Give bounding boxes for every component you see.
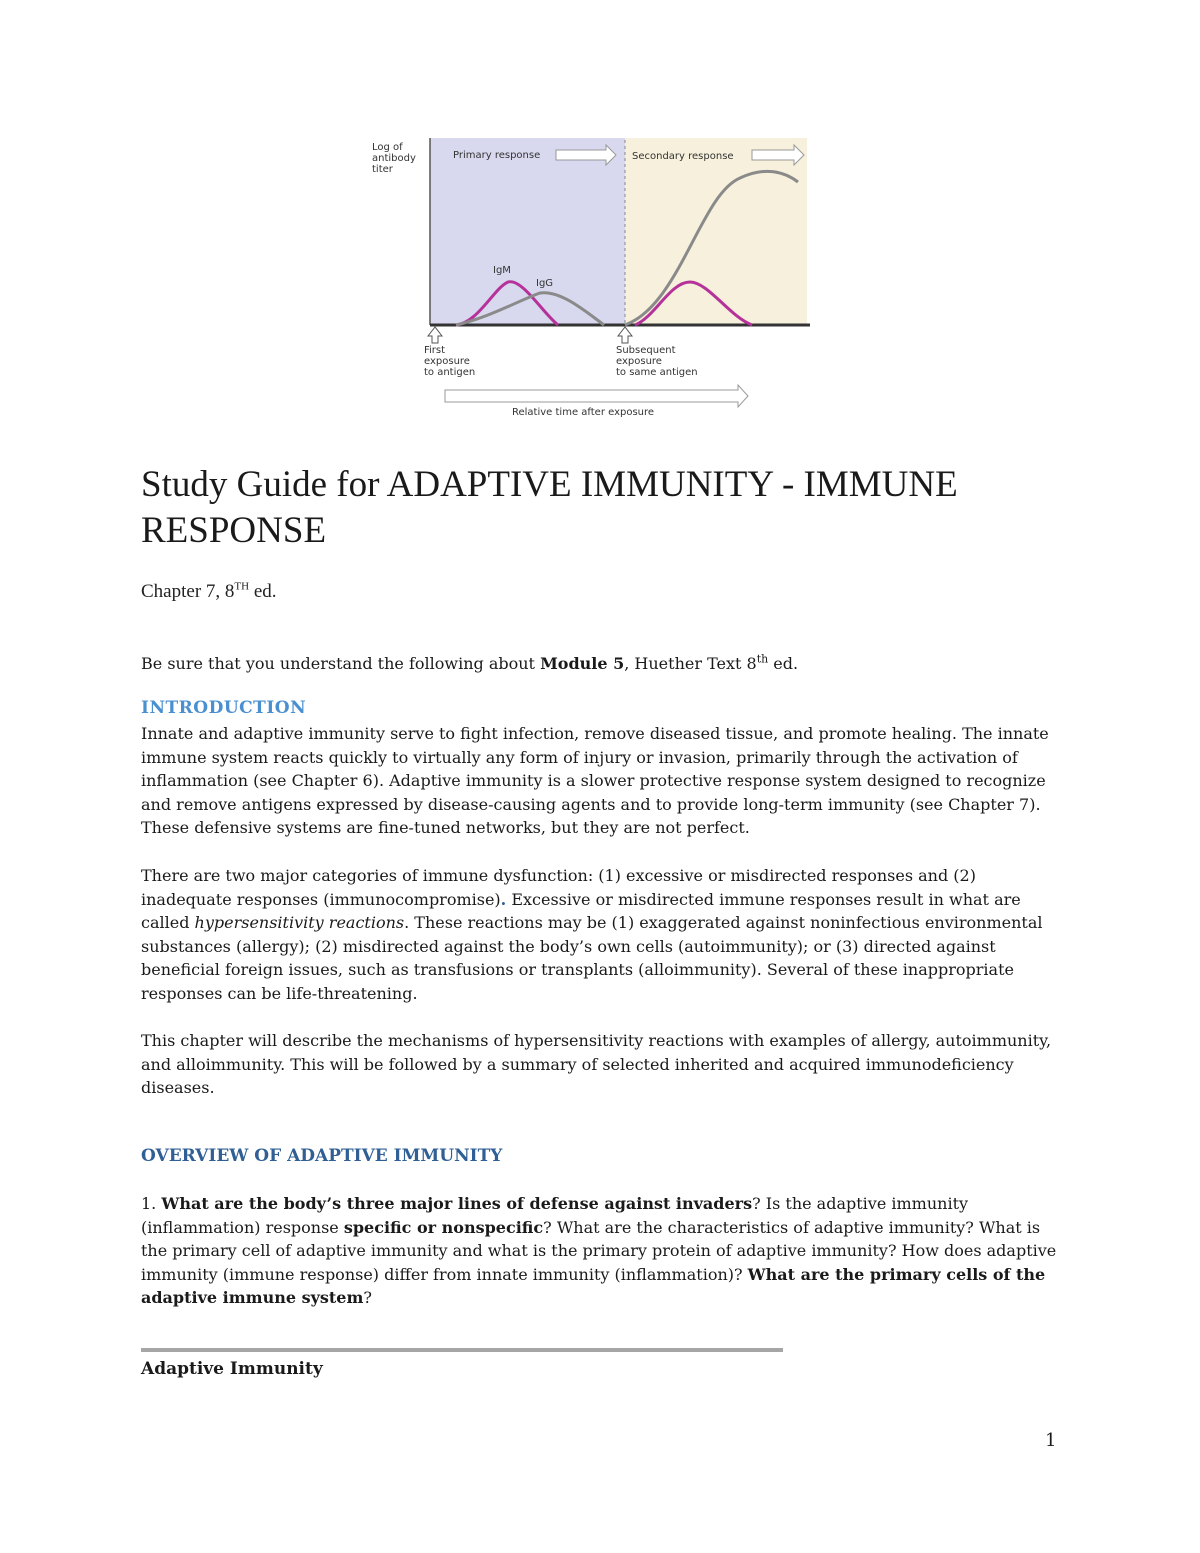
antibody-response-diagram bbox=[360, 130, 820, 430]
intro-mid: , Huether Text 8 bbox=[624, 654, 757, 673]
chapter-line bbox=[141, 581, 277, 603]
y-axis-label-3: titer bbox=[372, 164, 393, 175]
question-text-1: ? Is the adaptive immunity (inflammation) response bbox=[141, 1194, 969, 1237]
adaptive-immunity-subheading: Adaptive Immunity bbox=[141, 1359, 323, 1379]
subsequent-exposure-arrow-icon bbox=[618, 327, 632, 343]
subsequent-exposure-label-1: Subsequent bbox=[616, 345, 676, 356]
introduction-heading: INTRODUCTION bbox=[141, 698, 307, 718]
secondary-response-label: Secondary response bbox=[632, 151, 734, 162]
dysfunction-paragraph bbox=[141, 864, 1061, 1005]
para2-period: . bbox=[500, 889, 507, 909]
introduction-paragraph: Innate and adaptive immunity serve to fight infection, remove diseased tissue, and promote healing. The innate immune system reacts quickly to virtually any form of injury or invasion, primarily through the activation of inflammation (see Chapter 6). Adaptive immunity is a slower protective response system designed to recognize and remove antigens expressed by disease-causing agents and to provide long-term immunity (see Chapter 7). These defensive systems are fine-tuned networks, but they are not perfect. bbox=[141, 724, 1049, 837]
overview-heading: OVERVIEW OF ADAPTIVE IMMUNITY bbox=[141, 1146, 503, 1166]
igm-label: IgM bbox=[493, 265, 511, 276]
question-bold-1: What are the body’s three major lines of defense against invaders bbox=[161, 1194, 753, 1213]
y-axis-label-2: antibody bbox=[372, 153, 416, 164]
question-number: 1. bbox=[141, 1194, 162, 1213]
subsequent-exposure-label-2: exposure bbox=[616, 356, 662, 367]
intro-tail: ed. bbox=[768, 654, 799, 673]
chapter-superscript: TH bbox=[234, 580, 250, 593]
question-text-3: ? bbox=[363, 1288, 372, 1307]
chapter-summary-paragraph: This chapter will describe the mechanisms of hypersensitivity reactions with examples of allergy, autoimmunity, and alloimmunity. This will be followed by a summary of selected inherited and acquired immunodeficiency diseases. bbox=[141, 1031, 1052, 1097]
chapter-text: Chapter 7, 8 bbox=[141, 581, 235, 602]
first-exposure-label-2: exposure bbox=[424, 356, 470, 367]
para2-part-d: . These reactions may be (1) exaggerated against noninfectious environmental substances (allergy); (2) misdirected against the body’s own cells (autoimmunity); or (3) directed against beneficial foreign issues, such as transfusions or transplants (alloimmunity). Several of these inappropriate responses can be life-threatening. bbox=[141, 913, 1043, 1003]
primary-response-label: Primary response bbox=[453, 150, 541, 161]
subsequent-exposure-label-3: to same antigen bbox=[616, 367, 698, 378]
igg-label: IgG bbox=[536, 278, 554, 289]
question-bold-3: What are the primary cells of the adaptive immune system bbox=[141, 1264, 1046, 1307]
page-number: 1 bbox=[1045, 1430, 1057, 1451]
first-exposure-arrow-icon bbox=[428, 327, 442, 343]
time-axis-label: Relative time after exposure bbox=[512, 407, 655, 418]
time-arrow-icon bbox=[445, 385, 748, 407]
section-divider bbox=[141, 1348, 783, 1352]
module-intro-line bbox=[141, 652, 1061, 676]
para2-part-a: There are two major categories of immune dysfunction: (1) excessive or misdirected responses and (2) inadequate responses (immunocompromise) bbox=[141, 866, 976, 909]
intro-pre: Be sure that you understand the following about bbox=[141, 654, 541, 673]
first-exposure-label-1: First bbox=[424, 345, 446, 356]
hypersensitivity-term: hypersensitivity reactions bbox=[194, 913, 405, 932]
y-axis-label-1: Log of bbox=[372, 142, 403, 153]
para2-part-c: Excessive or misdirected immune responses result in what are called bbox=[141, 889, 1021, 932]
module-name: Module 5 bbox=[540, 654, 625, 673]
page-title: Study Guide for ADAPTIVE IMMUNITY - IMMUNE RESPONSE bbox=[141, 464, 958, 551]
question-text-2: ? What are the characteristics of adaptive immunity? What is the primary cell of adaptive immunity and what is the primary protein of adaptive immunity? How does adaptive immunity (immune response) differ from innate immunity (inflammation)? bbox=[141, 1217, 1057, 1284]
chapter-tail: ed. bbox=[249, 581, 277, 602]
question-1 bbox=[141, 1192, 1061, 1310]
question-bold-2: specific or nonspecific bbox=[343, 1217, 544, 1237]
first-exposure-label-3: to antigen bbox=[424, 367, 476, 378]
antibody-response-figure bbox=[360, 130, 820, 430]
intro-superscript: th bbox=[756, 652, 769, 666]
